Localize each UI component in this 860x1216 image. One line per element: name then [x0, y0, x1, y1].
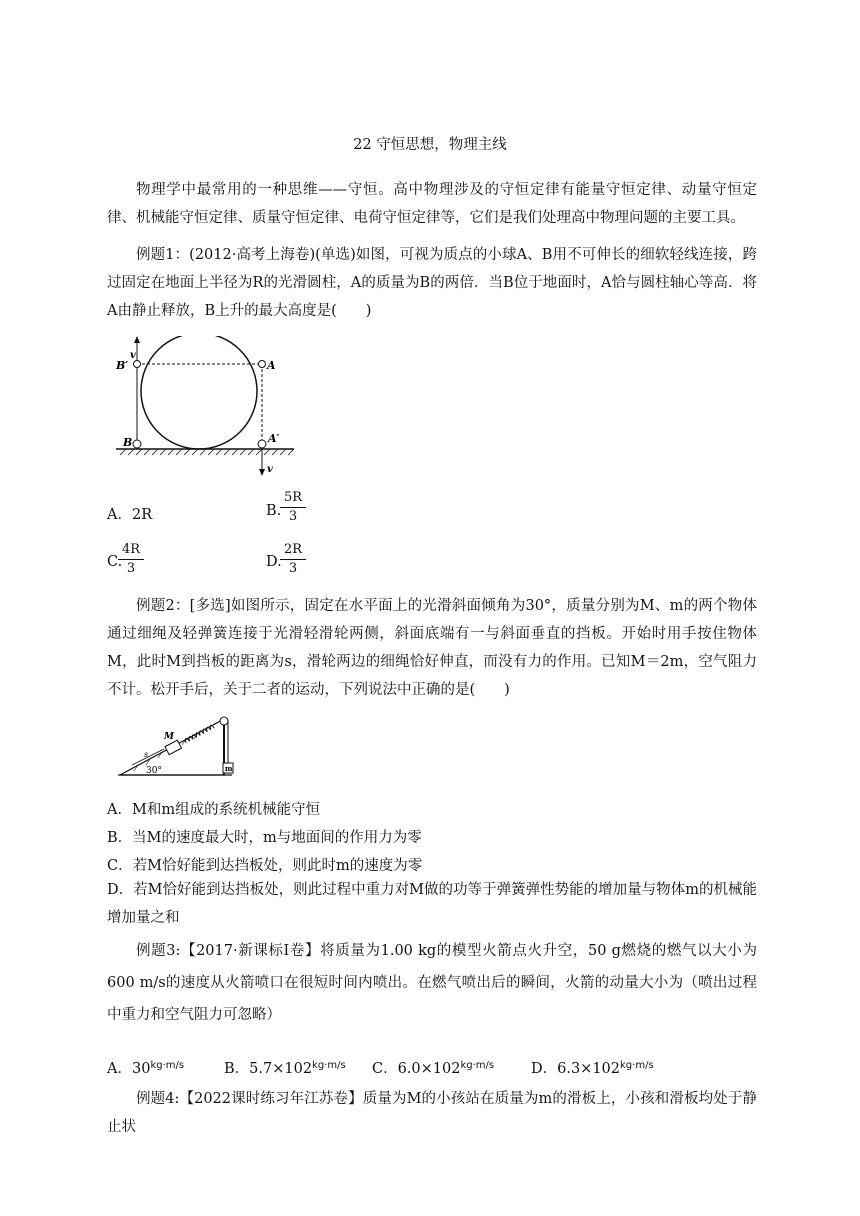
ex3-option-a-value: A．30 — [107, 1061, 151, 1077]
ex2-option-d: D．若M恰好能到达挡板处，则此过程中重力对M做的功等于弹簧弹性势能的增加量与物体m的机械能增加量之和 — [107, 882, 757, 926]
ex3-option-b — [224, 1057, 346, 1078]
ex1-option-c-prefix: C. — [107, 554, 123, 570]
fig1-label-b: B — [123, 436, 133, 449]
ex3-option-b-unit: kg·m/s — [312, 1060, 346, 1071]
ex1-option-b-prefix: B. — [266, 503, 282, 519]
example-3-question: 例题3:【2017·新课标Ⅰ卷】将质量为1.00 kg的模型火箭点火升空，50 g燃烧的燃气以大小为600 m/s的速度从火箭喷口在很短时间内喷出。在燃气喷出后的瞬间，火箭的动量大小为（喷出过程中重力和空气阻力可忽略） — [107, 943, 757, 1023]
ex3-option-c — [372, 1057, 494, 1078]
example-1-question: 例题1：(2012·高考上海卷)(单选)如图，可视为质点的小球A、B用不可伸长的细软轻线连接，跨过固定在地面上半径为R的光滑圆柱，A的质量为B的两倍．当B位于地面时，A恰与圆柱轴心等高．将A由静止释放，B上升的最大高度是( ) — [107, 247, 757, 319]
fig2-label-angle: 30° — [146, 766, 162, 776]
example-4-question: 例题4:【2022课时练习年江苏卷】质量为M的小孩站在质量为m的滑板上，小孩和滑板均处于静止状 — [107, 1091, 757, 1135]
ex1-option-c-fraction — [118, 541, 144, 578]
fig2-label-small-m: m — [225, 764, 233, 773]
ex3-option-c-unit: kg·m/s — [460, 1060, 495, 1071]
ex2-option-c: C．若M恰好能到达挡板处，则此时m的速度为零 — [107, 858, 423, 874]
ex1-option-d-numerator: 2R — [280, 541, 306, 560]
ex2-option-b: B．当M的速度最大时，m与地面间的作用力为零 — [107, 830, 422, 846]
fig1-label-b-prime: B′ — [116, 359, 129, 372]
ex3-option-a-unit: kg·m/s — [150, 1060, 185, 1071]
ex1-option-c-denominator: 3 — [126, 561, 136, 576]
ex1-option-b-denominator: 3 — [288, 509, 298, 524]
example-2-question: 例题2：[多选]如图所示，固定在水平面上的光滑斜面倾角为30°，质量分别为M、m的两个物体通过细绳及轻弹簧连接于光滑轻滑轮两侧，斜面底端有一与斜面垂直的挡板。开始时用手按住物体M，此时M到挡板的距离为s，滑轮两边的细绳恰好伸直，而没有力的作用。已知M＝2m，空气阻力不计。松开手后，关于二者的运动，下列说法中正确的是( ) — [107, 598, 758, 698]
fig2-label-s: s — [144, 750, 149, 759]
fig1-label-a-prime: A′ — [268, 432, 280, 445]
fig1-label-v-top: v — [130, 350, 136, 361]
ex1-option-b-numerator: 5R — [280, 489, 306, 508]
ex1-option-c-numerator: 4R — [118, 541, 144, 560]
ex3-option-a — [107, 1057, 184, 1078]
ex3-option-d-value: D．6.3×102 — [531, 1061, 621, 1077]
ex1-option-d-prefix: D. — [266, 554, 282, 570]
ex1-option-d-denominator: 3 — [288, 561, 298, 576]
page-title: 22 守恒思想，物理主线 — [353, 137, 507, 153]
ex3-option-d-unit: kg·m/s — [620, 1060, 654, 1071]
fig1-label-a: A — [267, 359, 276, 372]
ex1-option-d-fraction — [280, 541, 306, 578]
intro-paragraph: 物理学中最常用的一种思维——守恒。高中物理涉及的守恒定律有能量守恒定律、动量守恒定律、机械能守恒定律、质量守恒定律、电荷守恒定律等，它们是我们处理高中物理问题的主要工具。 — [107, 182, 757, 226]
ex3-option-d — [531, 1057, 654, 1078]
example-2-figure — [116, 713, 240, 781]
ex1-option-a: A．2R — [107, 507, 153, 523]
fig2-label-big-m: M — [164, 732, 174, 742]
ex3-option-b-value: B．5.7×102 — [224, 1061, 313, 1077]
fig1-label-v-bottom: v — [267, 464, 273, 475]
ex3-option-c-value: C．6.0×102 — [372, 1061, 461, 1077]
ex1-option-b-fraction — [280, 489, 306, 526]
example-1-figure — [112, 336, 302, 482]
ex2-option-a: A．M和m组成的系统机械能守恒 — [107, 802, 321, 818]
